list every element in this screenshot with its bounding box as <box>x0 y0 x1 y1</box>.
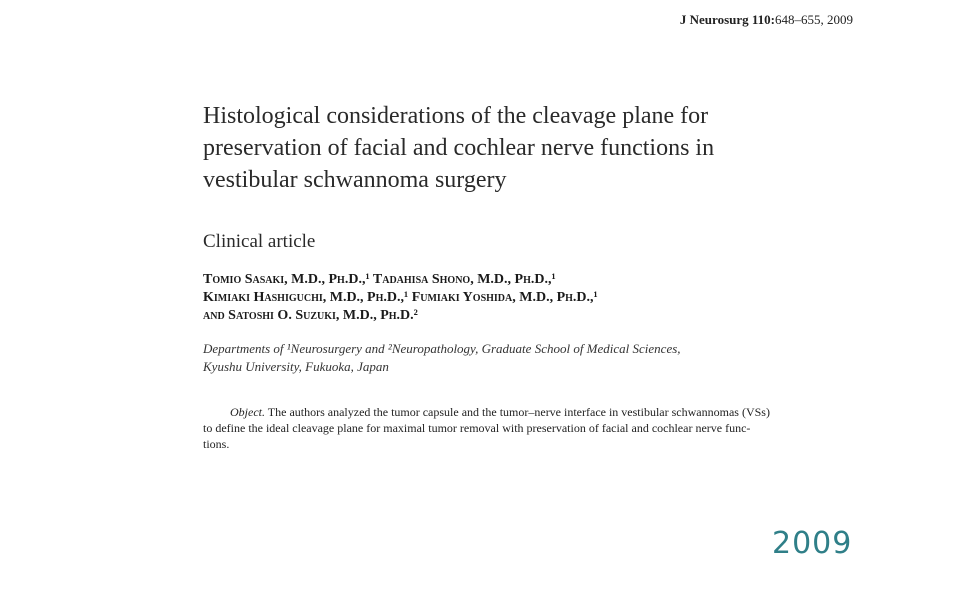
journal-volume: 110: <box>751 12 775 27</box>
affiliation-line: Kyushu University, Fukuoka, Japan <box>203 359 389 374</box>
author-line: Kimiaki Hashiguchi, M.D., Ph.D.,¹ Fumiaki Yoshida, M.D., Ph.D.,¹ <box>203 290 598 305</box>
title-line: Histological considerations of the cleavage plane for <box>203 103 709 129</box>
year-overlay: 2009 <box>772 526 853 561</box>
abstract-text: The authors analyzed the tumor capsule and the tumor–nerve interface in vestibular schwannomas (VSs) <box>265 405 770 419</box>
affiliation-line: Departments of ¹Neurosurgery and ²Neuropathology, Graduate School of Medical Sciences, <box>203 341 681 356</box>
author-line: and Satoshi O. Suzuki, M.D., Ph.D.² <box>203 308 418 323</box>
author-line: Tomio Sasaki, M.D., Ph.D.,¹ Tadahisa Shono, M.D., Ph.D.,¹ <box>203 272 556 287</box>
affiliation <box>203 340 843 376</box>
title-line: preservation of facial and cochlear nerve functions in <box>203 135 715 161</box>
journal-name: J Neurosurg <box>679 12 749 27</box>
abstract-section-label: Object. <box>230 405 265 419</box>
journal-pages-year: 648–655, 2009 <box>775 12 853 27</box>
abstract-line: tions. <box>203 437 230 451</box>
title-line: vestibular schwannoma surgery <box>203 167 507 193</box>
abstract-line <box>203 404 858 420</box>
abstract-line: to define the ideal cleavage plane for maximal tumor removal with preservation of facial and cochlear nerve func- <box>203 421 751 435</box>
paper-title <box>203 100 823 196</box>
journal-citation <box>680 12 853 28</box>
article-type: Clinical article <box>203 231 316 252</box>
author-list <box>203 271 843 325</box>
abstract <box>203 404 858 452</box>
